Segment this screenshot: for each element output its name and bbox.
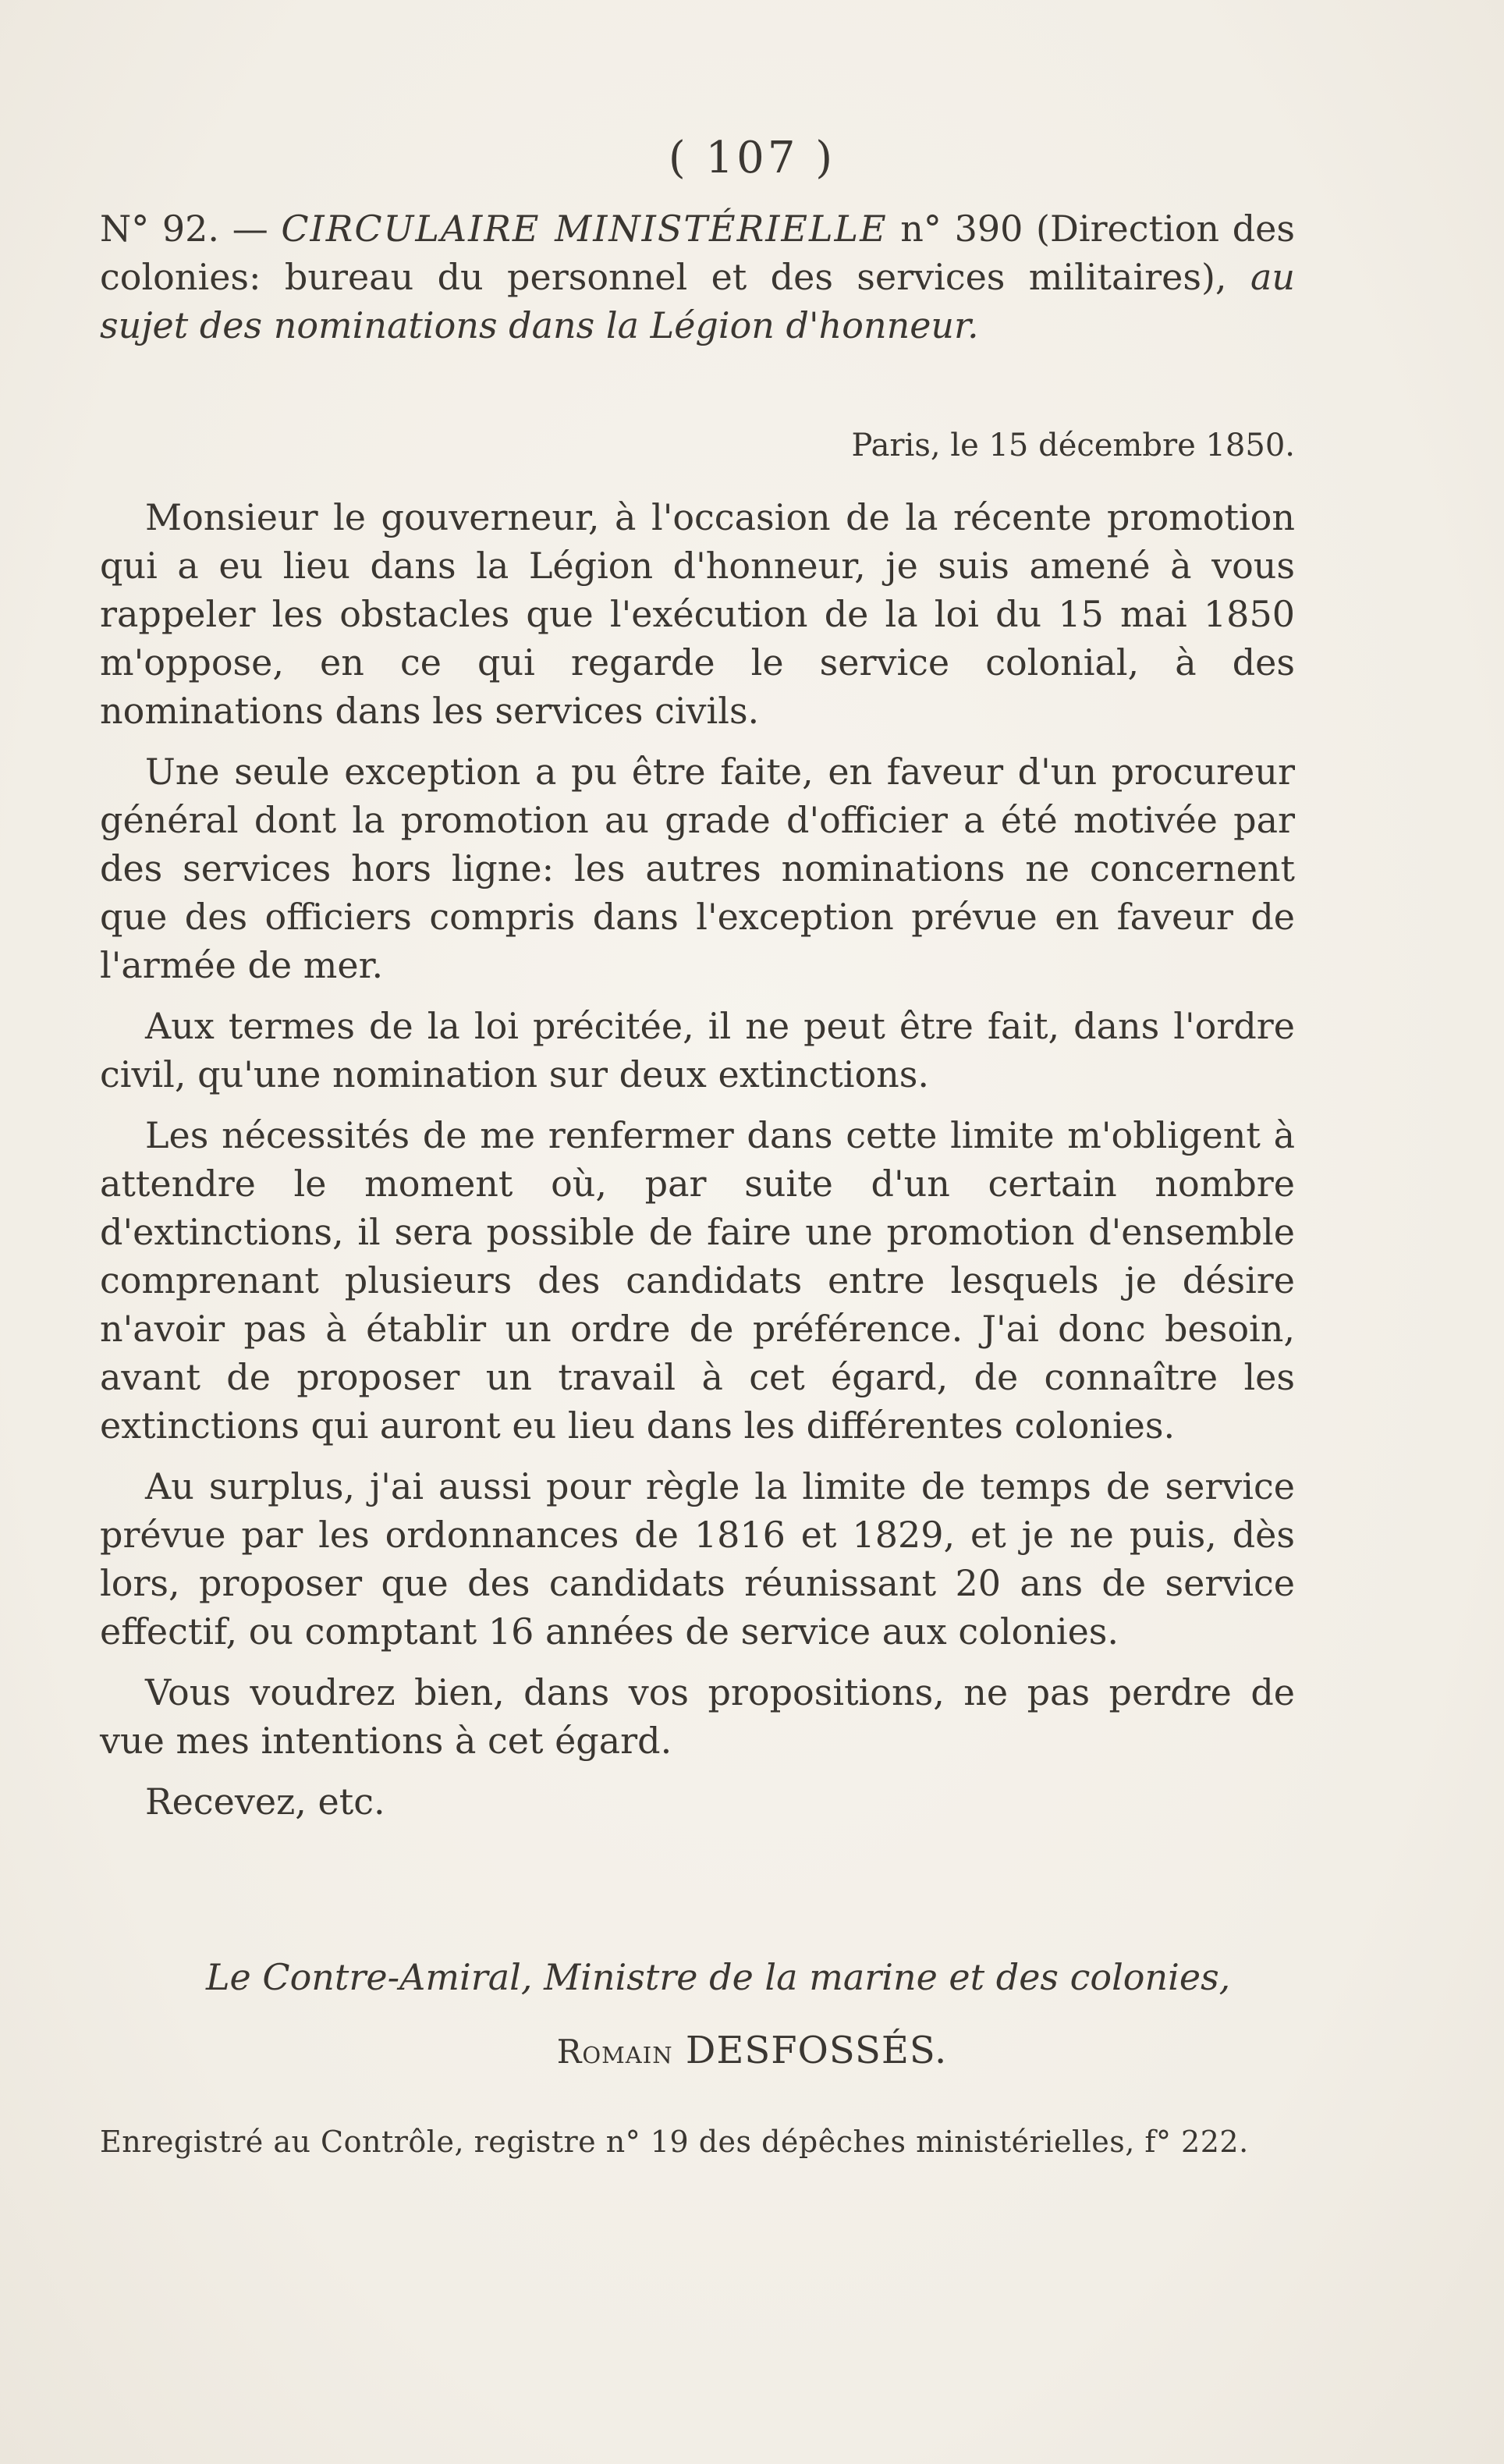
dateline: Paris, le 15 décembre 1850. — [851, 428, 1295, 463]
heading-title: CIRCULAIRE MINISTÉRIELLE — [281, 208, 888, 250]
paragraph: Vous voudrez bien, dans vos propositions, ne pas perdre de vue mes intentions à cet égard. — [100, 1671, 1295, 1762]
signatory-first-name: Romain — [556, 2033, 673, 2071]
signatory-title: Le Contre-Amiral, Ministre de la marine et des colonies, — [206, 1956, 1231, 1998]
registration-note: Enregistré au Contrôle, registre n° 19 des dépêches ministérielles, f° 222. — [100, 2125, 1249, 2159]
signatory-name — [0, 2027, 1504, 2075]
paragraph: Une seule exception a pu être faite, en faveur d'un procureur général dont la promotion au grade d'officier a été motivée par des services hors ligne: les autres nominations ne concernent que des officiers compris dans l'exception prévue en faveur de l'armée de mer. — [100, 751, 1295, 986]
closing-formula: Recevez, etc. — [145, 1781, 385, 1823]
paragraph: Au surplus, j'ai aussi pour règle la limite de temps de service prévue par les ordonnances de 1816 et 1829, et je ne puis, dès lors, proposer que des candidats réunissant 20 ans de service effectif, ou comptant 16 années de service aux colonies. — [100, 1465, 1295, 1653]
paragraph: Monsieur le gouverneur, à l'occasion de la récente promotion qui a eu lieu dans la Légion d'honneur, je suis amené à vous rappeler les obstacles que l'exécution de la loi du 15 mai 1850 m'oppose, en ce qui regarde le service colonial, à des nominations dans les services civils. — [100, 496, 1295, 732]
paragraph: Aux termes de la loi précitée, il ne peut être fait, dans l'ordre civil, qu'une nomination sur deux extinctions. — [100, 1005, 1295, 1095]
heading-number: N° 92. — — [100, 208, 282, 250]
heading-circular-number: n° 390 (Direction des colonies: bureau du personnel et des services militaires), — [100, 208, 1295, 298]
paragraph: Les nécessités de me renfermer dans cette limite m'obligent à attendre le moment où, par suite d'un certain nombre d'extinctions, il sera possible de faire une promotion d'ensemble comprenant plusieurs des candidats entre lesquels je désire n'avoir pas à établir un ordre de préférence. J'ai donc besoin, avant de proposer un travail à cet égard, de connaître les extinctions qui auront eu lieu dans les différentes colonies. — [100, 1114, 1295, 1447]
heading-subject: au sujet des nominations dans la Légion d'honneur. — [100, 256, 1295, 346]
letter-body — [100, 493, 1295, 1849]
signatory-last-name: DESFOSSÉS. — [672, 2029, 948, 2072]
page-number: ( 107 ) — [668, 133, 836, 183]
document-heading — [100, 204, 1295, 350]
